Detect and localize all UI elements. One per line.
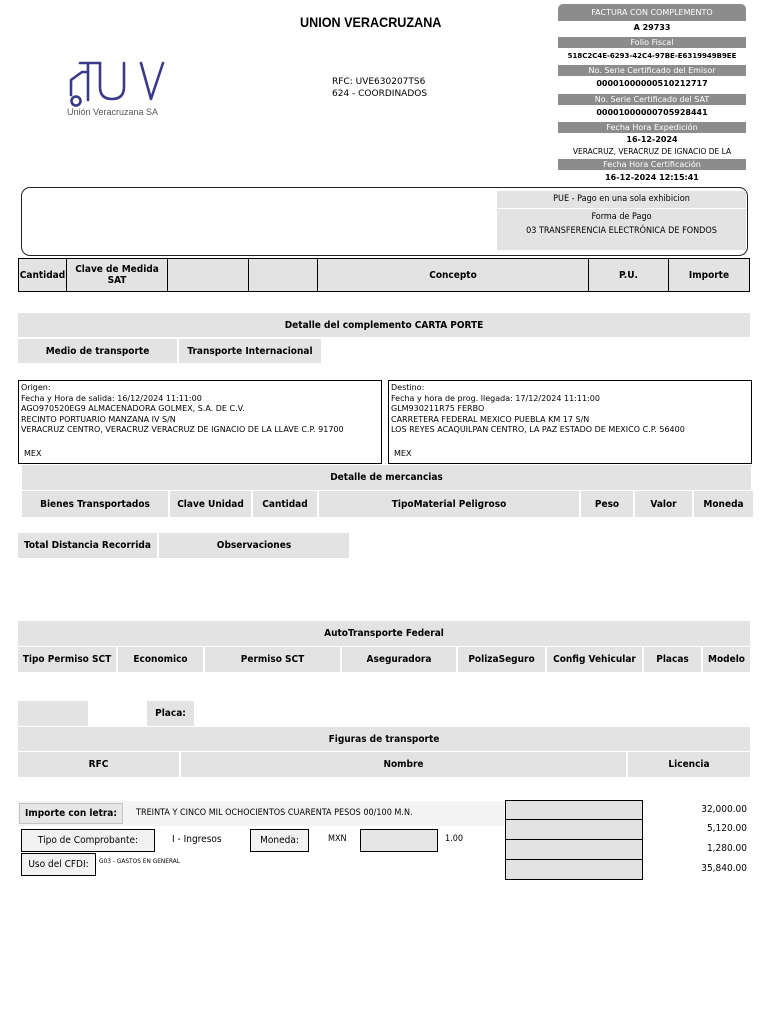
col-placas: Placas [656,654,689,665]
placa-label: Placa: [147,701,194,726]
col-modelo: Modelo [708,654,745,665]
origen-line: AGO970520EG9 ALMACENADORA GOLMEX, S.A. DE C.V. [21,404,245,413]
observaciones-label: Observaciones [159,533,349,558]
totals-labels-box [505,800,643,880]
col-cantidad: Cantidad [19,269,66,281]
remolque-box [18,701,88,726]
col-nombre: Nombre [383,759,424,770]
destino-line: Fecha y hora de prog. llegada: 17/12/2024 11:11:00 [391,393,600,403]
col-rfc: RFC [88,759,109,770]
origen-text [21,383,381,436]
col-pu: P.U. [619,269,638,281]
total-distancia-label: Total Distancia Recorrida [18,533,157,558]
origen-line: Fecha y Hora de salida: 16/12/2024 11:11:00 [21,393,202,403]
origen-country: MEX [24,449,42,458]
regimen-text: 624 - COORDINADOS [332,89,428,99]
col-peso: Peso [594,498,620,510]
uso-cfdi-value: G03 - GASTOS EN GENERAL [99,857,181,865]
col-clave-medida: Clave de Medida SAT [75,264,159,286]
origen-line: VERACRUZ CENTRO, VERACRUZ VERACRUZ DE IGNACIO DE LA LLAVE C.P. 91700 [21,425,344,434]
rfc-text: RFC: UVE630207TS6 [332,77,426,87]
col-cantidad-merc: Cantidad [262,498,308,510]
tipo-comprobante-label: Tipo de Comprobante: [21,829,155,852]
figuras-title: Figuras de transporte [18,727,750,751]
forma-pago-label: Forma de Pago [591,212,652,222]
importe-letra-value: TREINTA Y CINCO MIL OCHOCIENTOS CUARENTA PESOS 00/100 M.N. [136,808,413,818]
medio-transporte-label: Medio de transporte [18,339,177,363]
cert-emisor-value: 00001000000510212717 [596,79,708,88]
col-tipo-permiso: Tipo Permiso SCT [22,654,112,665]
uso-cfdi-label: Uso del CFDI: [21,853,96,876]
autotransporte-title: AutoTransporte Federal [18,621,750,646]
fecha-expedicion-label: Fecha Hora Expedición [558,122,746,133]
col-config-vehicular: Config Vehicular [553,654,636,665]
col-valor: Valor [650,498,677,510]
subtotal-value: 32,000.00 [701,804,747,815]
col-moneda: Moneda [703,498,744,510]
transporte-internacional-label: Transporte Internacional [179,339,321,363]
col-permiso-sct: Permiso SCT [240,654,305,665]
folio-fiscal-value: 518C2C4E-6293-42C4-97BE-E6319949B9EE [567,52,737,60]
destino-line: GLM930211R75 FERBO [391,404,485,413]
company-logo [20,42,195,132]
col-poliza-seguro: PolizaSeguro [468,654,535,665]
col-aseguradora: Aseguradora [366,654,432,665]
importe-letra-label: Importe con letra: [19,803,123,824]
fecha-expedicion-value: 16-12-2024 [626,135,678,144]
col-bienes: Bienes Transportados [40,498,150,510]
moneda-label: Moneda: [250,829,309,852]
cert-sat-value: 00001000000705928441 [596,108,708,117]
tipo-cambio-value: 1.00 [445,834,464,844]
col-material-peligroso: TipoMaterial Peligroso [391,498,507,510]
total-value: 35,840.00 [701,863,747,874]
cert-sat-label: No. Serie Certificado del SAT [558,94,746,105]
fecha-certificacion-value: 16-12-2024 12:15:41 [605,173,699,182]
destino-text [391,383,751,436]
truck-uv-logo-icon [20,42,195,132]
iva-value: 5,120.00 [706,823,747,834]
col-clave-unidad: Clave Unidad [177,498,244,510]
forma-pago-value: 03 TRANSFERENCIA ELECTRÓNICA DE FONDOS [526,226,717,236]
retencion-value: 1,280.00 [706,843,747,854]
origen-line: Origen: [21,383,51,392]
destino-line: LOS REYES ACAQUILPAN CENTRO, LA PAZ ESTADO DE MEXICO C.P. 56400 [391,425,685,434]
fecha-certificacion-label: Fecha Hora Certificación [558,159,746,170]
forma-pago-box [497,209,746,250]
destino-country: MEX [394,449,412,458]
col-concepto: Concepto [429,269,477,281]
company-name: UNION VERACRUZANA [300,14,442,30]
logo-text: Unión Veracruzana SA [67,107,159,117]
metodo-pago: PUE - Pago en una sola exhibicion [497,191,746,208]
rfc-block [332,76,427,100]
destino-line: Destino: [391,383,425,392]
invoice-type-title: FACTURA CON COMPLEMENTO [558,4,746,21]
folio-value: A 29733 [633,23,671,32]
destino-line: CARRETERA FEDERAL MEXICO PUEBLA KM 17 S/N [391,414,590,424]
tipo-cambio-box [360,829,438,852]
col-importe: Importe [688,269,730,281]
col-licencia: Licencia [668,759,710,770]
tipo-comprobante-value: I - Ingresos [172,834,222,845]
lugar-expedicion-value: VERACRUZ, VERACRUZ DE IGNACIO DE LA [572,147,732,156]
carta-porte-title: Detalle del complemento CARTA PORTE [18,313,750,337]
moneda-value: MXN [328,834,347,844]
mercancias-title: Detalle de mercancias [22,465,751,490]
folio-fiscal-label: Folio Fiscal [558,37,746,48]
col-economico: Economico [133,654,188,665]
cert-emisor-label: No. Serie Certificado del Emisor [558,65,746,76]
origen-line: RECINTO PORTUARIO MANZANA IV S/N [21,414,176,424]
